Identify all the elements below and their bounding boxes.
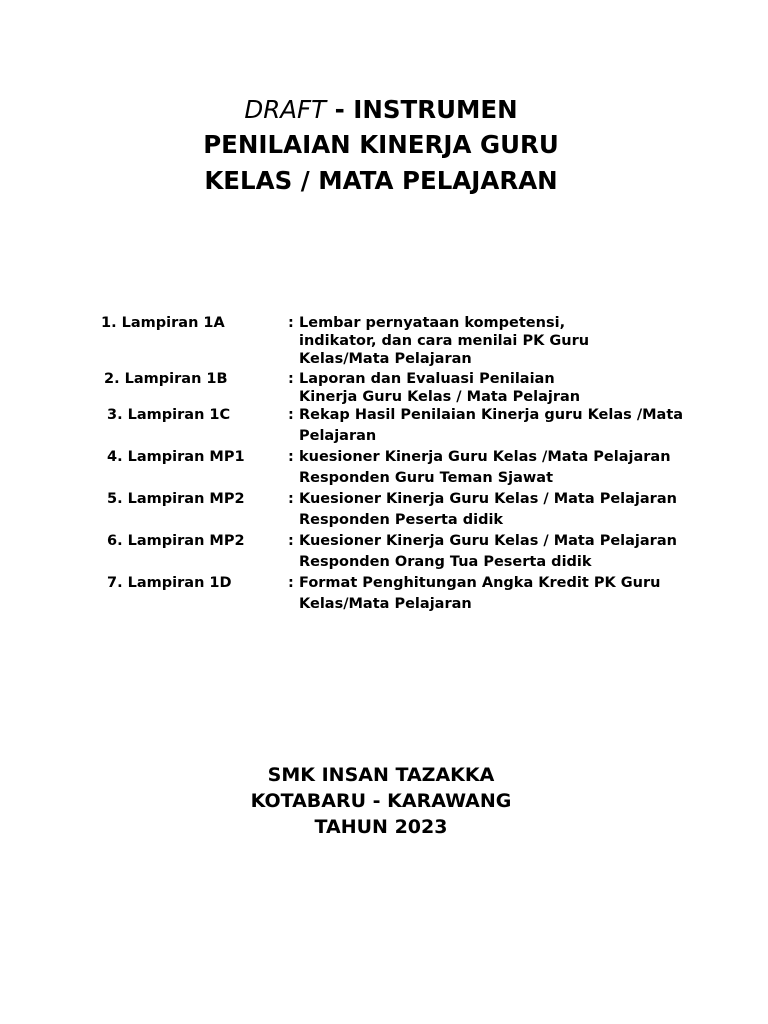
lampiran-desc-line: Laporan dan Evaluasi Penilaian [299, 371, 555, 387]
lampiran-desc-line: kuesioner Kinerja Guru Kelas /Mata Pelajaran [299, 449, 671, 465]
title-instrumen: - INSTRUMEN [326, 95, 518, 124]
title-draft: DRAFT [244, 95, 327, 124]
lampiran-label: 4. Lampiran MP1 [107, 449, 245, 465]
institution-footer [0, 762, 762, 840]
lampiran-desc-line: Kelas/Mata Pelajaran [299, 596, 472, 612]
lampiran-desc-line: Kelas/Mata Pelajaran [299, 351, 472, 367]
lampiran-label: 7. Lampiran 1D [107, 575, 232, 591]
lampiran-desc-line: Responden Peserta didik [299, 512, 504, 528]
lampiran-colon: : [288, 449, 294, 465]
lampiran-desc-line: Responden Guru Teman Sjawat [299, 470, 553, 486]
lampiran-desc-line: Lembar pernyataan kompetensi, [299, 315, 566, 331]
document-title [0, 92, 762, 198]
lampiran-desc-line: indikator, dan cara menilai PK Guru [299, 333, 590, 349]
lampiran-label: 6. Lampiran MP2 [107, 533, 245, 549]
document-year: TAHUN 2023 [314, 816, 448, 838]
lampiran-colon: : [288, 491, 294, 507]
lampiran-desc-line: Kuesioner Kinerja Guru Kelas / Mata Pelajaran [299, 491, 677, 507]
lampiran-desc-line: Format Penghitungan Angka Kredit PK Guru [299, 575, 661, 591]
school-location: KOTABARU - KARAWANG [250, 790, 512, 812]
title-line-1 [0, 92, 762, 127]
lampiran-label: 5. Lampiran MP2 [107, 491, 245, 507]
lampiran-colon: : [288, 407, 294, 423]
lampiran-label: 1. Lampiran 1A [101, 315, 225, 331]
lampiran-desc-line: Responden Orang Tua Peserta didik [299, 554, 592, 570]
lampiran-colon: : [288, 371, 294, 387]
lampiran-colon: : [288, 533, 294, 549]
lampiran-label: 3. Lampiran 1C [107, 407, 231, 423]
lampiran-colon: : [288, 315, 294, 331]
school-name: SMK INSAN TAZAKKA [267, 764, 495, 786]
lampiran-desc-line: Kinerja Guru Kelas / Mata Pelajran [299, 389, 581, 405]
title-line-3: KELAS / MATA PELAJARAN [204, 166, 558, 195]
lampiran-desc-line: Rekap Hasil Penilaian Kinerja guru Kelas /Mata [299, 407, 684, 423]
title-line-2: PENILAIAN KINERJA GURU [203, 130, 559, 159]
lampiran-desc-line: Kuesioner Kinerja Guru Kelas / Mata Pelajaran [299, 533, 677, 549]
lampiran-desc-line: Pelajaran [299, 428, 377, 444]
lampiran-label: 2. Lampiran 1B [104, 371, 228, 387]
lampiran-colon: : [288, 575, 294, 591]
